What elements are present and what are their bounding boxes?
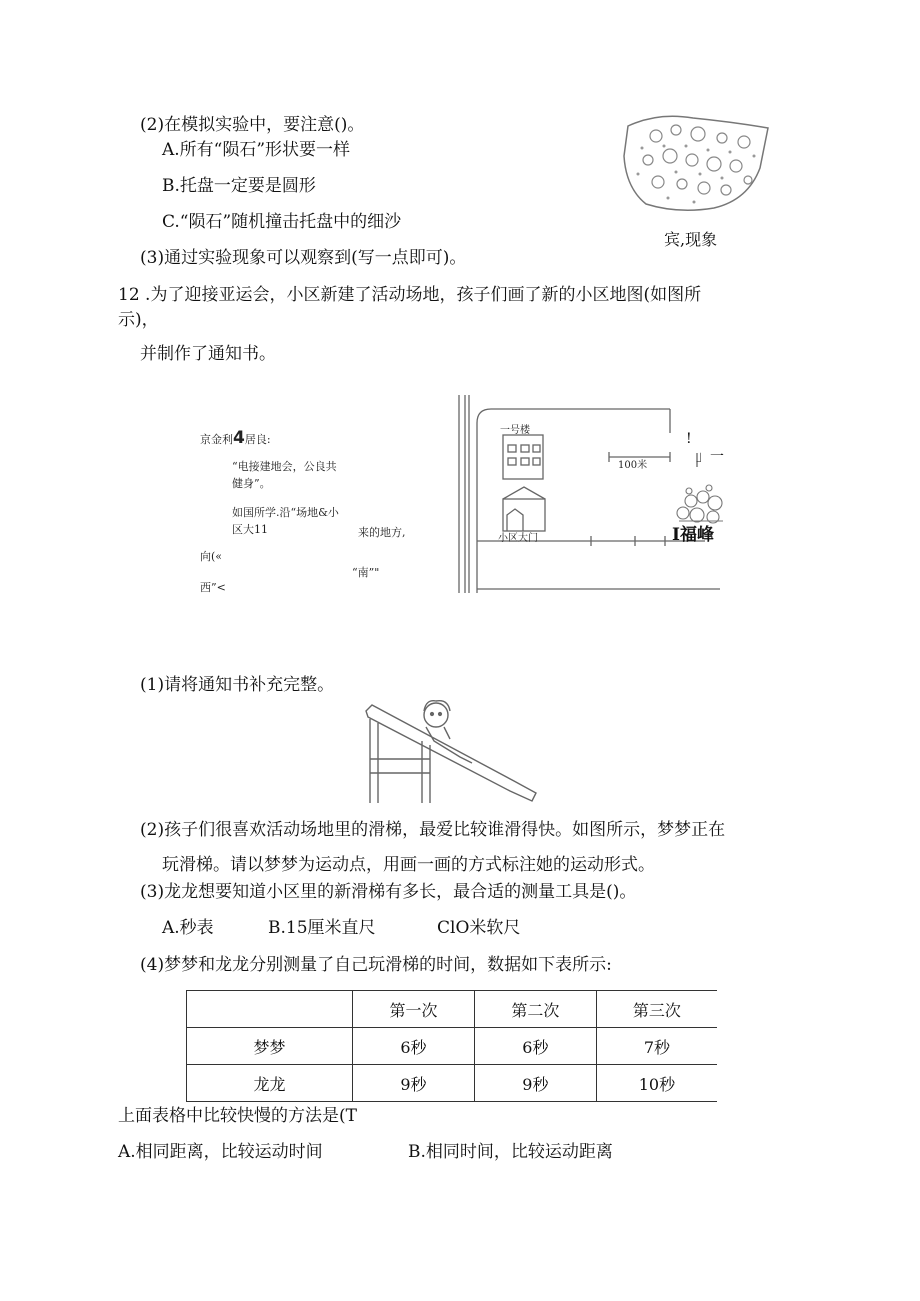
notice-line2: 健身”。: [232, 477, 271, 490]
q12-sub2-line2: 玩滑梯。请以梦梦为运动点，用画一画的方式标注她的运动形式。: [162, 855, 655, 875]
map-gate-label: 小区大门: [498, 533, 538, 544]
map-mark-2: 」一: [696, 449, 724, 465]
notice-line4: 区大11: [232, 523, 268, 536]
table-header-cell: 第三次: [596, 991, 717, 1028]
community-map: [455, 393, 730, 598]
q12-sub3-option-b: B.15厘米直尺: [268, 918, 376, 938]
sand-tray-illustration: [618, 108, 778, 218]
table-row: [187, 1028, 718, 1065]
map-scale-label: 100米: [618, 460, 648, 471]
q12-answer-a: A.相同距离，比较运动时间: [118, 1142, 323, 1162]
q12-answer-b: B.相同时间，比较运动距离: [408, 1142, 613, 1162]
q12-sub4: (4)梦梦和龙龙分别测量了自己玩滑梯的时间，数据如下表所示:: [140, 955, 612, 975]
notice-line1: “电接建地会，公良共: [232, 460, 337, 473]
table-cell: 6秒: [474, 1028, 596, 1065]
table-cell: 梦梦: [187, 1028, 353, 1065]
table-cell: 9秒: [474, 1065, 596, 1102]
q11-sub3: (3)通过实验现象可以观察到(写一点即可)。: [140, 248, 467, 268]
table-row: [187, 1065, 718, 1102]
map-park-label: I福峰: [672, 525, 714, 545]
q11-option-b: B.托盘一定要是圆形: [162, 176, 316, 196]
notice-greeting: [200, 430, 271, 447]
table-cell: 6秒: [353, 1028, 475, 1065]
notice-line8: 西”<: [200, 581, 226, 594]
q12-sub2-line1: (2)孩子们很喜欢活动场地里的滑梯，最爱比较谁滑得快。如图所示，梦梦正在: [140, 820, 726, 840]
table-header-cell: 第一次: [353, 991, 475, 1028]
q12-sub3-option-a: A.秒表: [162, 918, 214, 938]
notice-greeting-a: 京金利: [200, 433, 233, 446]
q12-intro-line3: 并制作了通知书。: [140, 344, 276, 364]
table-cell: 7秒: [596, 1028, 717, 1065]
table-cell: 9秒: [353, 1065, 475, 1102]
table-header-cell: 第二次: [474, 991, 596, 1028]
notice-line6: 向(«: [200, 550, 223, 563]
q11-sub2: (2)在模拟实验中，要注意()。: [140, 115, 365, 135]
table-cell: 10秒: [596, 1065, 717, 1102]
q12-sub3-option-c: ClO米软尺: [437, 918, 521, 938]
slide-illustration: [364, 697, 539, 809]
notice-line7: “南”": [352, 566, 380, 579]
map-mark-1: !: [686, 431, 692, 447]
notice-greeting-b: 居良:: [244, 433, 271, 446]
table-header-cell: [187, 991, 353, 1028]
q12-intro-line2: 示)，: [118, 310, 159, 330]
notice-line5: 来的地方,: [358, 526, 406, 539]
notice-greeting-number: 4: [233, 428, 245, 448]
q12-intro-line1: 12 .为了迎接亚运会，小区新建了活动场地，孩子们画了新的小区地图(如图所: [118, 285, 702, 305]
q12-sub3: (3)龙龙想要知道小区里的新滑梯有多长，最合适的测量工具是()。: [140, 882, 637, 902]
q12-sub1: (1)请将通知书补充完整。: [140, 675, 335, 695]
time-table: [186, 990, 717, 1102]
sand-tray-caption: 宾,现象: [664, 230, 718, 249]
notice-line3: 如国所学.沿“场地&小: [232, 506, 339, 519]
table-cell: 龙龙: [187, 1065, 353, 1102]
q12-question: 上面表格中比较快慢的方法是(T: [118, 1106, 357, 1126]
q11-option-a: A.所有“陨石”形状要一样: [162, 140, 351, 160]
table-header-row: [187, 991, 718, 1028]
q11-option-c: C.“陨石”随机撞击托盘中的细沙: [162, 212, 402, 232]
map-building-label: 一号楼: [500, 425, 530, 436]
